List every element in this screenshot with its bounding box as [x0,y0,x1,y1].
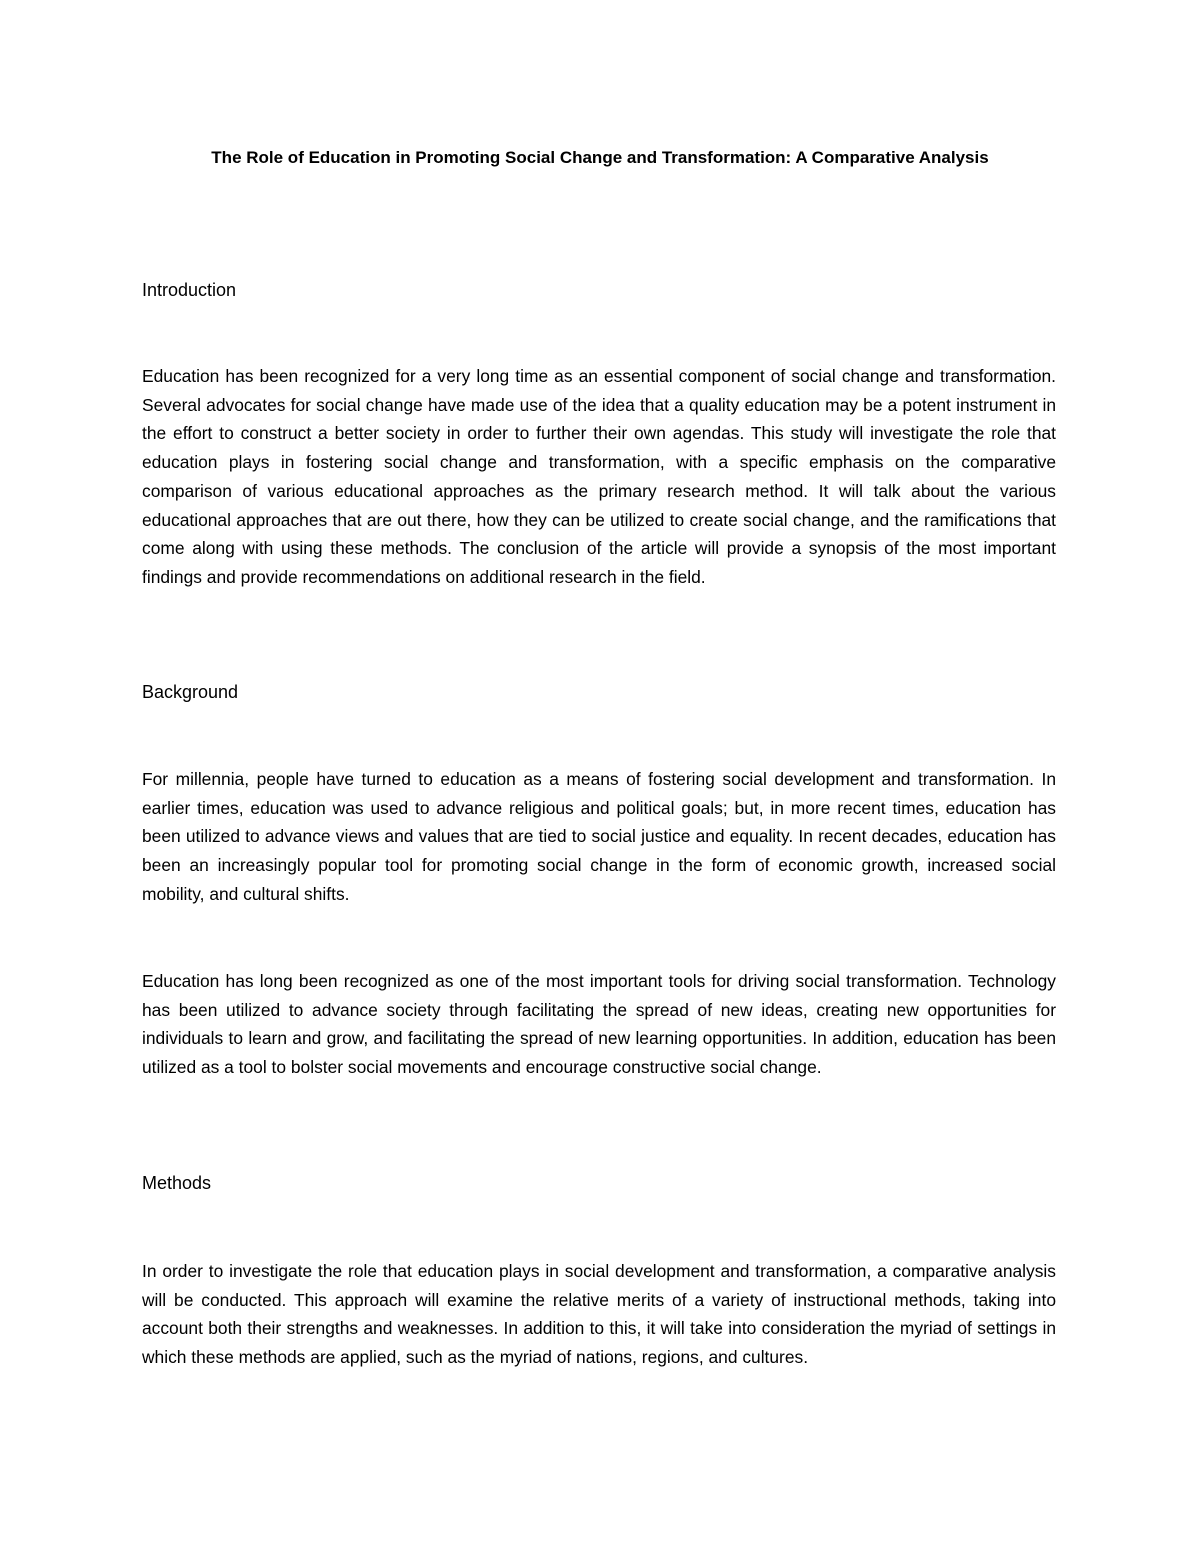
background-paragraph-2: Education has long been recognized as one of the most important tools for driving social transformation. Technology has been utilized to advance society through facilitating the spread of new ideas, creating new opportunities for individuals to learn and grow, and facilitating the spread of new learning opportunities. In addition, education has been utilized as a tool to bolster social movements and encourage constructive social change. [142,971,1056,1078]
document-title: The Role of Education in Promoting Social Change and Transformation: A Comparative Analysis [211,148,989,167]
section-heading-introduction: Introduction [142,280,237,300]
background-paragraph-1: For millennia, people have turned to education as a means of fostering social development and transformation. In earlier times, education was used to advance religious and political goals; but, in more recent times, education has been utilized to advance views and values that are tied to social justice and equality. In recent decades, education has been an increasingly popular tool for promoting social change in the form of economic growth, increased social mobility, and cultural shifts. [142,769,1056,904]
section-heading-background: Background [142,682,239,702]
section-heading-methods: Methods [142,1173,212,1193]
methods-paragraph: In order to investigate the role that education plays in social development and transformation, a comparative analysis will be conducted. This approach will examine the relative merits of a variety of instructional methods, taking into account both their strengths and weaknesses. In addition to this, it will take into consideration the myriad of settings in which these methods are applied, such as the myriad of nations, regions, and cultures. [142,1261,1056,1368]
introduction-paragraph: Education has been recognized for a very long time as an essential component of social change and transformation. Several advocates for social change have made use of the idea that a quality education may be a potent instrument in the effort to construct a better society in order to further their own agendas. This study will investigate the role that education plays in fostering social change and transformation, with a specific emphasis on the comparative comparison of various educational approaches as the primary research method. It will talk about the various educational approaches that are out there, how they can be utilized to create social change, and the ramifications that come along with using these methods. The conclusion of the article will provide a synopsis of the most important findings and provide recommendations on additional research in the field. [142,366,1056,587]
